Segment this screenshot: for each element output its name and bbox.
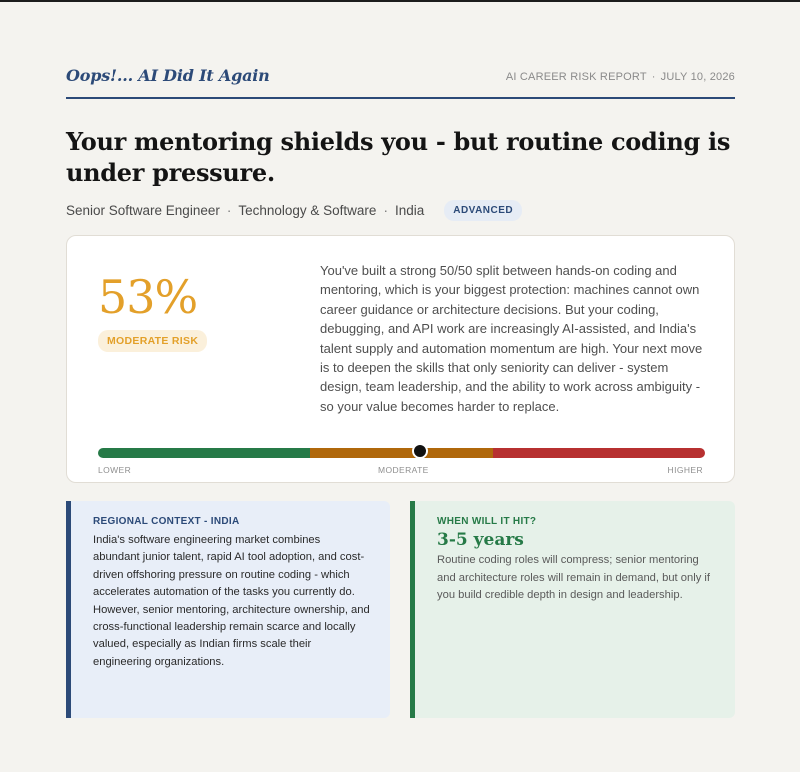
page-title: Your mentoring shields you - but routine coding is under pressure. [66, 127, 731, 187]
scale-label-higher: HIGHER [667, 465, 703, 475]
meta-separator: · [651, 71, 656, 83]
risk-marker [412, 443, 428, 459]
profile-separator: · [383, 202, 388, 218]
scale-label-moderate: MODERATE [378, 465, 429, 475]
regional-context-card [66, 501, 390, 718]
risk-summary: You've built a strong 50/50 split between hands-on coding and mentoring, which is your biggest protection: machines cannot own career guidance or architecture decisions. But your coding, debugging, and API work are increasingly AI-assisted, and India's talent supply and automation momentum are high. Your next move is to deepen the skills that only seniority can deliver - system design, team leadership, and the ability to work across ambiguity - so your value becomes harder to replace. [320, 263, 703, 414]
timing-value: 3-5 years [437, 530, 524, 550]
risk-segment-low [98, 448, 310, 458]
report-date: JULY 10, 2026 [660, 71, 735, 83]
profile-separator: · [226, 202, 232, 218]
profile-line [66, 199, 522, 221]
regional-context-title: REGIONAL CONTEXT - INDIA [93, 516, 240, 527]
top-rule [0, 0, 800, 2]
masthead [66, 66, 735, 99]
regional-context-body: India's software engineering market combines abundant junior talent, rapid AI tool adoption, and cost-driven offshoring pressure on routine coding - which accelerates automation of the tasks you currently do. However, senior mentoring, architecture ownership, and cross-functional leadership remain scarce and locally valued, especially as Indian firms scale their engineering organizations. [93, 534, 370, 668]
profile-role: Senior Software Engineer [66, 202, 220, 218]
timing-body: Routine coding roles will compress; senior mentoring and architecture roles will remain in demand, but only if you build credible depth in design and leadership. [437, 554, 710, 602]
level-badge: ADVANCED [444, 200, 522, 221]
report-name: AI CAREER RISK REPORT [505, 71, 647, 83]
risk-score-card [66, 235, 735, 483]
timing-card [410, 501, 735, 718]
report-meta [506, 71, 735, 83]
brand-title: Oops!... AI Did It Again [66, 66, 270, 85]
scale-label-lower: LOWER [98, 465, 132, 475]
risk-scale-bar [98, 448, 705, 458]
risk-segment-moderate [310, 448, 492, 458]
risk-level-badge: MODERATE RISK [98, 330, 207, 352]
risk-segment-high [493, 448, 705, 458]
risk-percentage: 53% [98, 270, 198, 324]
profile-industry: Technology & Software [238, 202, 377, 218]
timing-title: WHEN WILL IT HIT? [437, 516, 537, 527]
profile-country: India [394, 202, 425, 218]
